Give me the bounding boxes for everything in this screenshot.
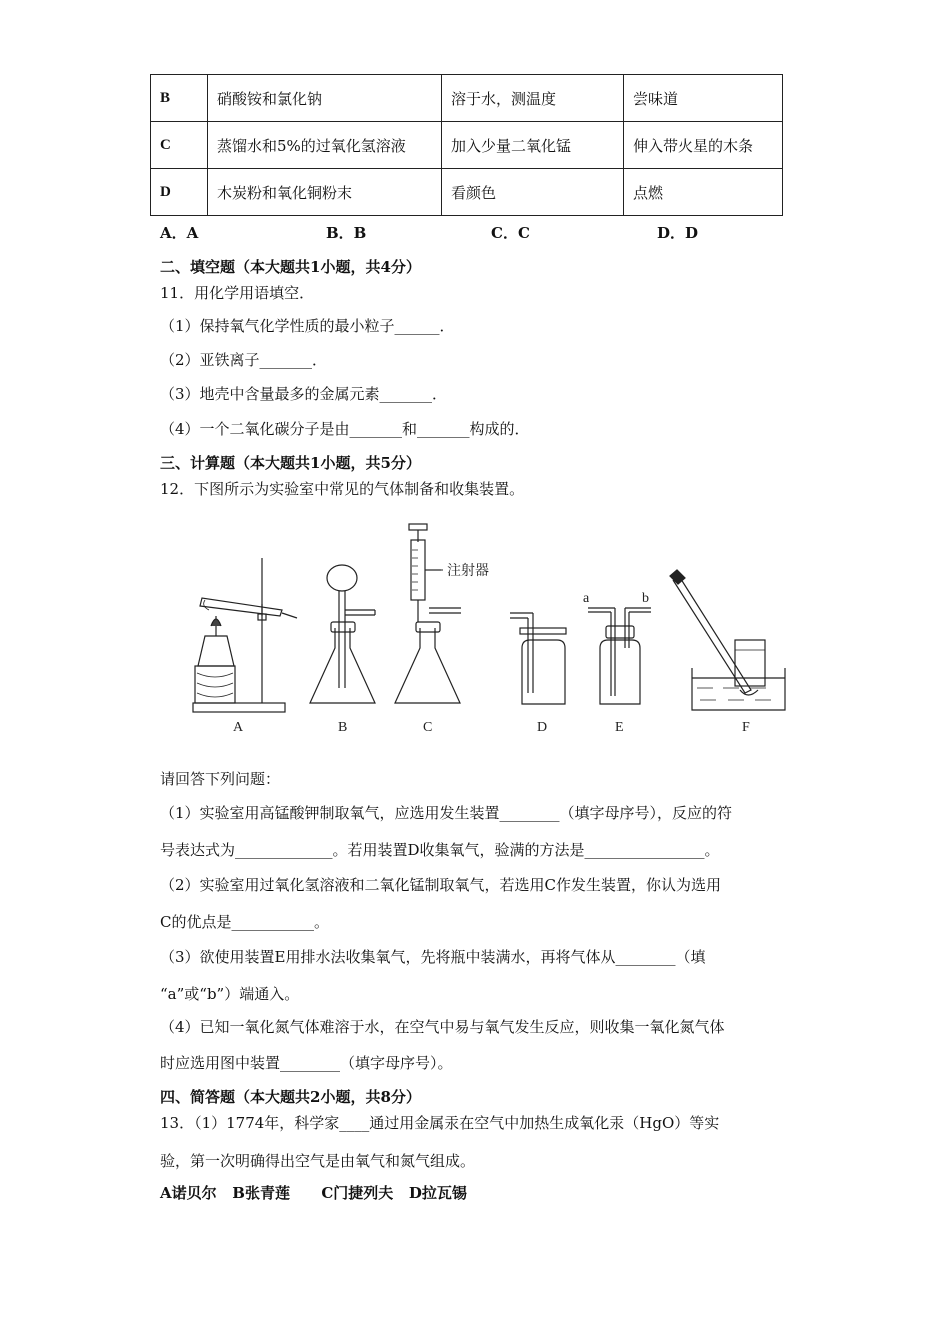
- answer-choices[interactable]: A诺贝尔 B张青莲 C门捷列夫 D拉瓦锡: [160, 1184, 467, 1202]
- table-row: [151, 169, 783, 216]
- question-line: 号表达式为_____________。若用装置D收集氧气，验满的方法是________________。: [160, 841, 720, 859]
- question-line: C的优点是___________。: [160, 913, 329, 931]
- table-cell: 木炭粉和氧化铜粉末: [208, 169, 442, 216]
- apparatus-e: [588, 608, 651, 704]
- table-cell: 溶于水，测温度: [442, 75, 624, 122]
- question-stem: 11．用化学用语填空．: [160, 284, 315, 302]
- table-row: [151, 75, 783, 122]
- apparatus-f: [670, 570, 785, 710]
- table-cell: 伸入带火星的木条: [624, 122, 783, 169]
- question-line: （2）实验室用过氧化氢溶液和二氧化锰制取氧气，若选用C作发生装置，你认为选用: [160, 876, 722, 894]
- syringe-label: 注射器: [447, 564, 489, 579]
- section-heading: 二、填空题（本大题共1小题，共4分）: [160, 258, 421, 276]
- table-cell: B: [151, 75, 208, 122]
- apparatus-label-e: E: [615, 720, 624, 735]
- question-line: 时应选用图中装置________（填字母序号）。: [160, 1054, 453, 1072]
- apparatus-label-d: D: [537, 720, 548, 735]
- question-stem: 12．下图所示为实验室中常见的气体制备和收集装置。: [160, 480, 525, 498]
- choice-b[interactable]: B．B: [326, 224, 367, 242]
- apparatus-label-f: F: [742, 720, 750, 735]
- apparatus-a: [193, 558, 297, 712]
- question-part: （4）一个二氧化碳分子是由_______和_______构成的．: [160, 420, 530, 438]
- question-line: （3）欲使用装置E用排水法收集氧气，先将瓶中装满水，再将气体从________（填: [160, 948, 706, 966]
- apparatus-label-a: A: [233, 720, 244, 735]
- options-table: [150, 74, 783, 216]
- table-row: [151, 122, 783, 169]
- table-cell: D: [151, 169, 208, 216]
- question-part: （1）保持氧气化学性质的最小粒子______．: [160, 317, 455, 335]
- choice-a[interactable]: A．A: [160, 224, 199, 242]
- table-cell: 看颜色: [442, 169, 624, 216]
- apparatus-b: [310, 565, 375, 703]
- table-cell: 蒸馏水和5%的过氧化氢溶液: [208, 122, 442, 169]
- table-cell: 点燃: [624, 169, 783, 216]
- table-cell: 加入少量二氧化锰: [442, 122, 624, 169]
- section-heading: 四、简答题（本大题共2小题，共8分）: [160, 1088, 421, 1106]
- question-line: 验，第一次明确得出空气是由氧气和氮气组成。: [160, 1152, 476, 1170]
- apparatus-d: [510, 613, 566, 704]
- choice-c[interactable]: C．C: [491, 224, 530, 242]
- question-line: （4）已知一氧化氮气体难溶于水，在空气中易与氧气发生反应，则收集一氧化氮气体: [160, 1018, 725, 1036]
- apparatus-label-b: B: [338, 720, 348, 735]
- question-line: （1）实验室用高锰酸钾制取氧气，应选用发生装置________（填字母序号），反应的符: [160, 804, 733, 822]
- port-a-label: a: [583, 591, 590, 606]
- port-b-label: b: [642, 591, 649, 606]
- question-line: 13．（1）1774年，科学家____通过用金属汞在空气中加热生成氧化汞（HgO）等实: [160, 1114, 720, 1132]
- table-cell: C: [151, 122, 208, 169]
- question-part: （3）地壳中含量最多的金属元素_______．: [160, 385, 448, 403]
- apparatus-label-c: C: [423, 720, 433, 735]
- apparatus-figure: [185, 518, 805, 740]
- table-cell: 尝味道: [624, 75, 783, 122]
- table-cell: 硝酸铵和氯化钠: [208, 75, 442, 122]
- section-heading: 三、计算题（本大题共1小题，共5分）: [160, 454, 421, 472]
- apparatus-c: [395, 524, 461, 703]
- question-part: （2）亚铁离子_______．: [160, 351, 328, 369]
- prompt-text: 请回答下列问题：: [160, 770, 281, 788]
- choice-d[interactable]: D．D: [657, 224, 699, 242]
- question-line: “a”或“b”）端通入。: [160, 985, 300, 1003]
